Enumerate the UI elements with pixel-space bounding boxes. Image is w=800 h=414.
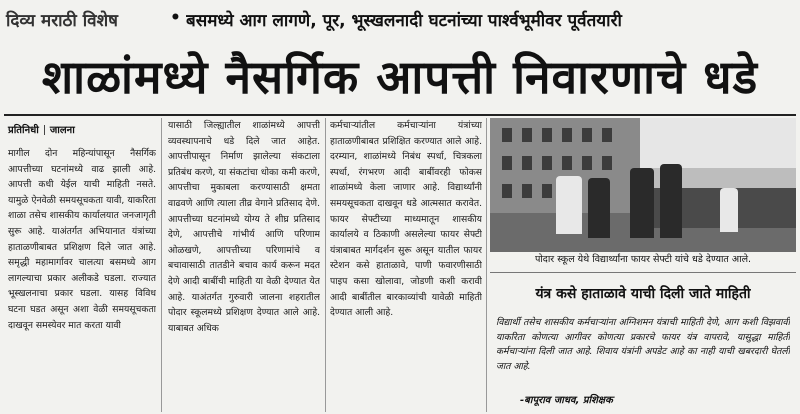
photo-caption: पोदार स्कूल येथे विद्यार्थ्यांना फायर सेफ्टी यांचे धडे देण्यात आले. [534,254,752,265]
section-label: दिव्य मराठी विशेष [6,11,118,31]
article-column-1: मागील दोन महिन्यांपासून नैसर्गिक आपत्तीच्या घटनांमध्ये वाढ झाली आहे. आपत्ती कधी येईल याची माहिती नसते. यामुळे ऐनवेळी समयसूचकता यावी, याकरिता शाळा तसेच शासकीय कार्यालयात जनजागृती सुरू आहे. याअंतर्गत अभियानात यंत्रांच्या हाताळणीबाबत प्रशिक्षण दिले जात आहे. समृद्धी महामार्गावर चालत्या बसमध्ये आग लागल्याचा प्रकार अलीकडे घडला. राज्यात भूस्खलनाचा प्रकार घडला. यासह विविध घटना घडत असून अशा वेळी समयसूचकता दाखवून समस्येवर मात करता यावी [8,148,156,331]
news-photo [490,118,796,252]
quote-attribution: -बापूराव जाधव, प्रशिक्षक [520,395,613,406]
article-column-2: यासाठी जिल्ह्यातील शाळांमध्ये आपत्ती व्यवस्थापनाचे धडे दिले जात आहेत. आपत्तीपासून निर्माण झालेल्या संकटाला प्रतिबंध करणे, या संकटांचा धोका कमी करणे, आपत्तीचा मुकाबला करण्यासाठी क्षमता वाढवणे आणि त्याला तीव्र वेगाने प्रतिसाद देणे. आपत्तीच्या घटनांमध्ये योग्य ते शीघ्र प्रतिसाद देणे, आपत्तीचे गांभीर्य आणि परिणाम ओळखणे, आपत्तीच्या परिणामांचे व बचावासाठी तातडीने बचाव कार्य करून मदत देणे आदी बाबींची माहिती या वेळी देण्यात येत आहे. याअंतर्गत गुरुवारी जालना शहरातील पोदार स्कूलमध्ये प्रशिक्षण देण्यात आले आहे. याबाबत अधिक [168,120,320,334]
sidebar-quote: विद्यार्थी तसेच शासकीय कर्मचाऱ्यांना अग्निशमन यंत्राची माहिती देणे, आग कशी विझवावी याकरिता कोणत्या आगीवर कोणत्या प्रकारचे फायर यंत्र वापरावे, यासुद्धा माहिती कर्मचाऱ्यांना दिली जात आहे. शिवाय यंत्रांनी अपडेट आहे का नाही याची खबरदारी घेतली जात आहे. [496,317,790,372]
headline-rule [4,114,796,116]
headline: शाळांमध्ये नैसर्गिक आपत्ती निवारणाचे धडे [41,50,759,104]
kicker-strip [0,0,800,42]
byline-separator [44,125,45,135]
bullet-dot: • [170,8,181,28]
column-divider [325,118,326,412]
sidebar-rule [490,272,796,273]
kicker-text: बसमध्ये आग लागणे, पूर, भूस्खलनादी घटनांच्या पार्श्वभूमीवर पूर्वतयारी [186,11,622,31]
byline-reporter: प्रतिनिधी [8,125,39,136]
byline-city: जालना [49,125,75,136]
byline [8,122,148,138]
column-divider [486,118,487,412]
column-divider [161,118,162,412]
article-column-3: कर्मचाऱ्यांतील कर्मचाऱ्यांना यंत्रांच्या हाताळणीबाबत प्रशिक्षित करण्यात आले आहे. दरम्यान, शाळांमध्ये निबंध स्पर्धा, चित्रकला स्पर्धा, रंगभरण आदी बाबींवरही फोकस शाळांमध्ये केला जाणार आहे. विद्यार्थ्यांनी समयसूचकता दाखवून धडे आत्मसात करावेत. फायर सेफ्टीच्या माध्यमातून शासकीय कार्यालये व ठिकाणी असलेल्या फायर सेफ्टी यंत्राबाबत मार्गदर्शन सुरू असून यातील फायर स्टेशन कसे हाताळावे, पाणी फवारणीसाठी पाइप कसा खोलावा, जोडणी कशी करावी आदी बाबींतील बारकाव्यांची यावेळी माहिती देण्यात आली आहे. [330,120,482,319]
sidebar-subhead: यंत्र कसे हाताळावे याची दिली जाते माहिती [535,286,751,302]
